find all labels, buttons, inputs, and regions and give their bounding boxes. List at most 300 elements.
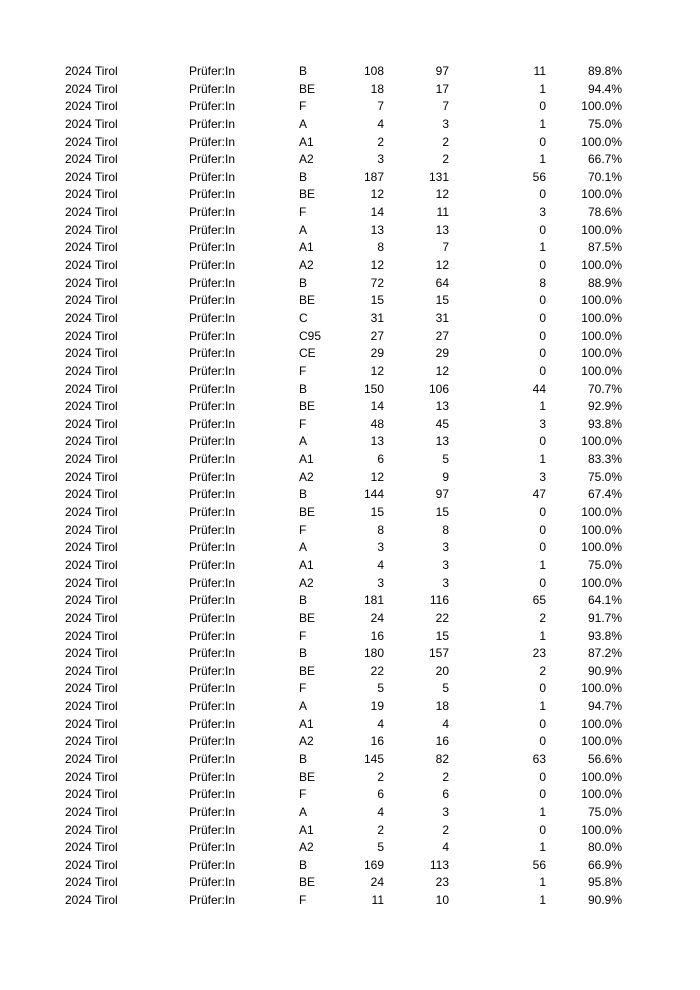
total-count-cell: 16 (370, 628, 384, 643)
failed-count-cell: 3 (539, 469, 546, 484)
license-class-cell: BE (299, 769, 316, 784)
license-class-cell: A (299, 222, 308, 237)
total-count-cell: 12 (370, 258, 384, 273)
examiner-cell: Prüfer:In (189, 134, 236, 149)
total-count-cell: 15 (370, 293, 384, 308)
examiner-cell: Prüfer:In (189, 716, 236, 731)
failed-count-cell: 1 (539, 628, 546, 643)
table-row (0, 275, 700, 293)
total-count-cell: 108 (363, 64, 384, 78)
examiner-cell: Prüfer:In (189, 328, 236, 343)
region-year-cell: 2024 Tirol (65, 593, 118, 608)
passed-count-cell: 4 (442, 716, 449, 731)
pass-rate-cell: 91.7% (587, 610, 622, 625)
license-class-cell: A (299, 699, 308, 714)
failed-count-cell: 0 (539, 346, 546, 361)
table-row (0, 557, 700, 575)
passed-count-cell: 12 (435, 363, 449, 378)
license-class-cell: BE (299, 187, 316, 202)
pass-rate-cell: 75.0% (587, 116, 622, 131)
passed-count-cell: 97 (435, 64, 449, 78)
total-count-cell: 2 (377, 822, 384, 837)
table-row (0, 663, 700, 681)
examiner-cell: Prüfer:In (189, 734, 236, 749)
table-row (0, 292, 700, 310)
examiner-cell: Prüfer:In (189, 293, 236, 308)
total-count-cell: 6 (377, 452, 384, 467)
failed-count-cell: 0 (539, 822, 546, 837)
region-year-cell: 2024 Tirol (65, 116, 118, 131)
total-count-cell: 4 (377, 116, 384, 131)
passed-count-cell: 16 (435, 734, 449, 749)
license-class-cell: B (299, 751, 308, 766)
passed-count-cell: 13 (435, 222, 449, 237)
table-row (0, 610, 700, 628)
total-count-cell: 4 (377, 557, 384, 572)
passed-count-cell: 10 (435, 893, 449, 908)
passed-count-cell: 20 (435, 663, 449, 678)
table-row (0, 398, 700, 416)
total-count-cell: 15 (370, 505, 384, 520)
license-class-cell: A1 (299, 134, 314, 149)
table-row (0, 204, 700, 222)
license-class-cell: F (299, 522, 307, 537)
total-count-cell: 16 (370, 734, 384, 749)
passed-count-cell: 3 (442, 804, 449, 819)
total-count-cell: 24 (370, 875, 384, 890)
total-count-cell: 72 (370, 275, 384, 290)
table-row (0, 504, 700, 522)
table-row (0, 134, 700, 152)
license-class-cell: A2 (299, 152, 314, 167)
region-year-cell: 2024 Tirol (65, 875, 118, 890)
pass-rate-cell: 100.0% (581, 346, 622, 361)
region-year-cell: 2024 Tirol (65, 81, 118, 96)
pass-rate-cell: 100.0% (581, 540, 622, 555)
failed-count-cell: 1 (539, 893, 546, 908)
license-class-cell: F (299, 628, 307, 643)
region-year-cell: 2024 Tirol (65, 258, 118, 273)
examiner-cell: Prüfer:In (189, 804, 236, 819)
pass-rate-cell: 75.0% (587, 469, 622, 484)
license-class-cell: A1 (299, 240, 314, 255)
license-class-cell: C95 (299, 328, 322, 343)
table-row (0, 98, 700, 116)
failed-count-cell: 3 (539, 416, 546, 431)
table-row (0, 81, 700, 99)
region-year-cell: 2024 Tirol (65, 751, 118, 766)
pass-rate-cell: 90.9% (587, 893, 622, 908)
examiner-cell: Prüfer:In (189, 64, 236, 78)
examiner-cell: Prüfer:In (189, 822, 236, 837)
table-row (0, 186, 700, 204)
region-year-cell: 2024 Tirol (65, 575, 118, 590)
total-count-cell: 13 (370, 434, 384, 449)
region-year-cell: 2024 Tirol (65, 857, 118, 872)
license-class-cell: F (299, 205, 307, 220)
total-count-cell: 19 (370, 699, 384, 714)
license-class-cell: F (299, 787, 307, 802)
region-year-cell: 2024 Tirol (65, 222, 118, 237)
region-year-cell: 2024 Tirol (65, 646, 118, 661)
total-count-cell: 2 (377, 769, 384, 784)
table-row (0, 239, 700, 257)
pass-rate-cell: 100.0% (581, 134, 622, 149)
pass-rate-cell: 80.0% (587, 840, 622, 855)
license-class-cell: B (299, 857, 308, 872)
examiner-cell: Prüfer:In (189, 469, 236, 484)
passed-count-cell: 8 (442, 522, 449, 537)
pass-rate-cell: 100.0% (581, 187, 622, 202)
table-row (0, 416, 700, 434)
failed-count-cell: 3 (539, 205, 546, 220)
pass-rate-cell: 100.0% (581, 222, 622, 237)
pass-rate-cell: 66.9% (587, 857, 622, 872)
license-class-cell: BE (299, 399, 316, 414)
table-row (0, 716, 700, 734)
region-year-cell: 2024 Tirol (65, 663, 118, 678)
examiner-cell: Prüfer:In (189, 434, 236, 449)
examiner-cell: Prüfer:In (189, 363, 236, 378)
examiner-cell: Prüfer:In (189, 452, 236, 467)
pass-rate-cell: 83.3% (587, 452, 622, 467)
region-year-cell: 2024 Tirol (65, 64, 118, 78)
total-count-cell: 3 (377, 540, 384, 555)
examiner-cell: Prüfer:In (189, 663, 236, 678)
pass-rate-cell: 100.0% (581, 716, 622, 731)
passed-count-cell: 157 (428, 646, 449, 661)
passed-count-cell: 15 (435, 293, 449, 308)
license-class-cell: BE (299, 875, 316, 890)
failed-count-cell: 0 (539, 787, 546, 802)
failed-count-cell: 1 (539, 699, 546, 714)
table-row (0, 769, 700, 787)
region-year-cell: 2024 Tirol (65, 893, 118, 908)
examiner-cell: Prüfer:In (189, 240, 236, 255)
region-year-cell: 2024 Tirol (65, 787, 118, 802)
table-row (0, 839, 700, 857)
examiner-cell: Prüfer:In (189, 169, 236, 184)
failed-count-cell: 2 (539, 663, 546, 678)
total-count-cell: 22 (370, 663, 384, 678)
region-year-cell: 2024 Tirol (65, 346, 118, 361)
failed-count-cell: 0 (539, 522, 546, 537)
passed-count-cell: 3 (442, 575, 449, 590)
region-year-cell: 2024 Tirol (65, 328, 118, 343)
region-year-cell: 2024 Tirol (65, 769, 118, 784)
examiner-cell: Prüfer:In (189, 99, 236, 114)
failed-count-cell: 0 (539, 769, 546, 784)
failed-count-cell: 1 (539, 804, 546, 819)
table-row (0, 628, 700, 646)
license-class-cell: A2 (299, 734, 314, 749)
total-count-cell: 14 (370, 205, 384, 220)
license-class-cell: B (299, 169, 308, 184)
table-row (0, 310, 700, 328)
pass-rate-cell: 100.0% (581, 522, 622, 537)
failed-count-cell: 56 (532, 857, 546, 872)
pass-rate-cell: 70.1% (587, 169, 622, 184)
pass-rate-cell: 75.0% (587, 804, 622, 819)
examiner-cell: Prüfer:In (189, 610, 236, 625)
passed-count-cell: 9 (442, 469, 449, 484)
region-year-cell: 2024 Tirol (65, 381, 118, 396)
table-row (0, 822, 700, 840)
license-class-cell: BE (299, 81, 316, 96)
examiner-cell: Prüfer:In (189, 557, 236, 572)
total-count-cell: 12 (370, 187, 384, 202)
examiner-cell: Prüfer:In (189, 575, 236, 590)
failed-count-cell: 0 (539, 575, 546, 590)
license-class-cell: B (299, 646, 308, 661)
examiner-cell: Prüfer:In (189, 416, 236, 431)
table-row (0, 63, 700, 81)
license-class-cell: BE (299, 505, 316, 520)
pass-rate-cell: 75.0% (587, 557, 622, 572)
pass-rate-cell: 90.9% (587, 663, 622, 678)
examiner-cell: Prüfer:In (189, 681, 236, 696)
passed-count-cell: 23 (435, 875, 449, 890)
examiner-cell: Prüfer:In (189, 593, 236, 608)
examiner-cell: Prüfer:In (189, 310, 236, 325)
failed-count-cell: 65 (532, 593, 546, 608)
failed-count-cell: 0 (539, 310, 546, 325)
failed-count-cell: 1 (539, 875, 546, 890)
examiner-cell: Prüfer:In (189, 699, 236, 714)
total-count-cell: 8 (377, 522, 384, 537)
total-count-cell: 12 (370, 469, 384, 484)
passed-count-cell: 2 (442, 134, 449, 149)
pass-rate-cell: 100.0% (581, 681, 622, 696)
passed-count-cell: 3 (442, 116, 449, 131)
passed-count-cell: 15 (435, 505, 449, 520)
pass-rate-cell: 95.8% (587, 875, 622, 890)
pass-rate-cell: 100.0% (581, 734, 622, 749)
pass-rate-cell: 92.9% (587, 399, 622, 414)
table-row (0, 786, 700, 804)
region-year-cell: 2024 Tirol (65, 187, 118, 202)
examiner-cell: Prüfer:In (189, 505, 236, 520)
table-row (0, 381, 700, 399)
failed-count-cell: 0 (539, 540, 546, 555)
license-class-cell: A (299, 804, 308, 819)
failed-count-cell: 8 (539, 275, 546, 290)
license-class-cell: A1 (299, 822, 314, 837)
table-row (0, 345, 700, 363)
total-count-cell: 48 (370, 416, 384, 431)
region-year-cell: 2024 Tirol (65, 610, 118, 625)
pass-rate-cell: 100.0% (581, 293, 622, 308)
table-row (0, 645, 700, 663)
region-year-cell: 2024 Tirol (65, 275, 118, 290)
region-year-cell: 2024 Tirol (65, 505, 118, 520)
region-year-cell: 2024 Tirol (65, 240, 118, 255)
passed-count-cell: 31 (435, 310, 449, 325)
failed-count-cell: 1 (539, 557, 546, 572)
total-count-cell: 24 (370, 610, 384, 625)
license-class-cell: A (299, 540, 308, 555)
failed-count-cell: 1 (539, 840, 546, 855)
passed-count-cell: 2 (442, 822, 449, 837)
examiner-cell: Prüfer:In (189, 258, 236, 273)
passed-count-cell: 13 (435, 434, 449, 449)
license-class-cell: BE (299, 293, 316, 308)
examiner-cell: Prüfer:In (189, 222, 236, 237)
license-class-cell: A1 (299, 557, 314, 572)
total-count-cell: 3 (377, 152, 384, 167)
table-row (0, 892, 700, 910)
table-row (0, 522, 700, 540)
table-row (0, 751, 700, 769)
table-row (0, 680, 700, 698)
pass-rate-cell: 100.0% (581, 258, 622, 273)
failed-count-cell: 47 (532, 487, 546, 502)
region-year-cell: 2024 Tirol (65, 310, 118, 325)
license-class-cell: B (299, 275, 308, 290)
failed-count-cell: 56 (532, 169, 546, 184)
total-count-cell: 180 (363, 646, 384, 661)
passed-count-cell: 29 (435, 346, 449, 361)
total-count-cell: 6 (377, 787, 384, 802)
examiner-cell: Prüfer:In (189, 381, 236, 396)
failed-count-cell: 23 (532, 646, 546, 661)
examiner-cell: Prüfer:In (189, 646, 236, 661)
examiner-cell: Prüfer:In (189, 787, 236, 802)
region-year-cell: 2024 Tirol (65, 681, 118, 696)
examiner-cell: Prüfer:In (189, 893, 236, 908)
passed-count-cell: 82 (435, 751, 449, 766)
license-class-cell: A2 (299, 840, 314, 855)
license-class-cell: A1 (299, 716, 314, 731)
license-class-cell: A2 (299, 469, 314, 484)
pass-rate-cell: 56.6% (587, 751, 622, 766)
pass-rate-cell: 78.6% (587, 205, 622, 220)
license-class-cell: A (299, 116, 308, 131)
total-count-cell: 3 (377, 575, 384, 590)
license-class-cell: C (299, 310, 308, 325)
passed-count-cell: 22 (435, 610, 449, 625)
passed-count-cell: 45 (435, 416, 449, 431)
pass-rate-cell: 67.4% (587, 487, 622, 502)
table-row (0, 169, 700, 187)
examiner-cell: Prüfer:In (189, 628, 236, 643)
total-count-cell: 18 (370, 81, 384, 96)
total-count-cell: 27 (370, 328, 384, 343)
failed-count-cell: 1 (539, 240, 546, 255)
failed-count-cell: 0 (539, 716, 546, 731)
pass-rate-cell: 100.0% (581, 505, 622, 520)
total-count-cell: 169 (363, 857, 384, 872)
region-year-cell: 2024 Tirol (65, 152, 118, 167)
failed-count-cell: 0 (539, 734, 546, 749)
license-class-cell: B (299, 593, 308, 608)
failed-count-cell: 11 (533, 64, 546, 78)
total-count-cell: 5 (377, 681, 384, 696)
examiner-cell: Prüfer:In (189, 152, 236, 167)
examiner-cell: Prüfer:In (189, 487, 236, 502)
failed-count-cell: 1 (539, 116, 546, 131)
examiner-cell: Prüfer:In (189, 205, 236, 220)
pass-rate-cell: 100.0% (581, 99, 622, 114)
pass-rate-cell: 88.9% (587, 275, 622, 290)
table-row (0, 874, 700, 892)
table-row (0, 222, 700, 240)
region-year-cell: 2024 Tirol (65, 628, 118, 643)
passed-count-cell: 3 (442, 557, 449, 572)
passed-count-cell: 12 (435, 187, 449, 202)
license-class-cell: B (299, 487, 308, 502)
license-class-cell: F (299, 99, 307, 114)
total-count-cell: 31 (370, 310, 384, 325)
examiner-cell: Prüfer:In (189, 522, 236, 537)
table-row (0, 363, 700, 381)
table-row (0, 698, 700, 716)
license-class-cell: B (299, 64, 308, 78)
examiner-cell: Prüfer:In (189, 346, 236, 361)
failed-count-cell: 0 (539, 99, 546, 114)
region-year-cell: 2024 Tirol (65, 487, 118, 502)
passed-count-cell: 2 (442, 152, 449, 167)
pass-rate-cell: 70.7% (587, 381, 622, 396)
examiner-cell: Prüfer:In (189, 399, 236, 414)
passed-count-cell: 5 (442, 452, 449, 467)
table-row (0, 469, 700, 487)
table-row (0, 116, 700, 134)
license-class-cell: CE (299, 346, 316, 361)
total-count-cell: 144 (363, 487, 384, 502)
pass-rate-cell: 64.1% (587, 593, 622, 608)
failed-count-cell: 63 (532, 751, 546, 766)
passed-count-cell: 116 (429, 593, 449, 608)
table-row (0, 539, 700, 557)
pass-rate-cell: 94.7% (587, 699, 622, 714)
data-table (0, 63, 700, 910)
pass-rate-cell: 100.0% (581, 787, 622, 802)
passed-count-cell: 27 (435, 328, 449, 343)
license-class-cell: F (299, 416, 307, 431)
region-year-cell: 2024 Tirol (65, 540, 118, 555)
license-class-cell: A2 (299, 258, 314, 273)
examiner-cell: Prüfer:In (189, 540, 236, 555)
region-year-cell: 2024 Tirol (65, 134, 118, 149)
pass-rate-cell: 100.0% (581, 822, 622, 837)
pass-rate-cell: 100.0% (581, 769, 622, 784)
total-count-cell: 29 (370, 346, 384, 361)
passed-count-cell: 64 (435, 275, 449, 290)
license-class-cell: A1 (299, 452, 314, 467)
pass-rate-cell: 93.8% (587, 628, 622, 643)
license-class-cell: B (299, 381, 308, 396)
examiner-cell: Prüfer:In (189, 751, 236, 766)
passed-count-cell: 15 (435, 628, 449, 643)
failed-count-cell: 1 (539, 452, 546, 467)
total-count-cell: 8 (377, 240, 384, 255)
total-count-cell: 150 (363, 381, 384, 396)
passed-count-cell: 13 (435, 399, 449, 414)
region-year-cell: 2024 Tirol (65, 399, 118, 414)
table-row (0, 257, 700, 275)
pass-rate-cell: 66.7% (587, 152, 622, 167)
region-year-cell: 2024 Tirol (65, 522, 118, 537)
region-year-cell: 2024 Tirol (65, 452, 118, 467)
passed-count-cell: 17 (435, 81, 449, 96)
failed-count-cell: 0 (539, 134, 546, 149)
failed-count-cell: 0 (539, 434, 546, 449)
passed-count-cell: 7 (442, 240, 449, 255)
region-year-cell: 2024 Tirol (65, 434, 118, 449)
failed-count-cell: 1 (539, 152, 546, 167)
license-class-cell: F (299, 893, 307, 908)
